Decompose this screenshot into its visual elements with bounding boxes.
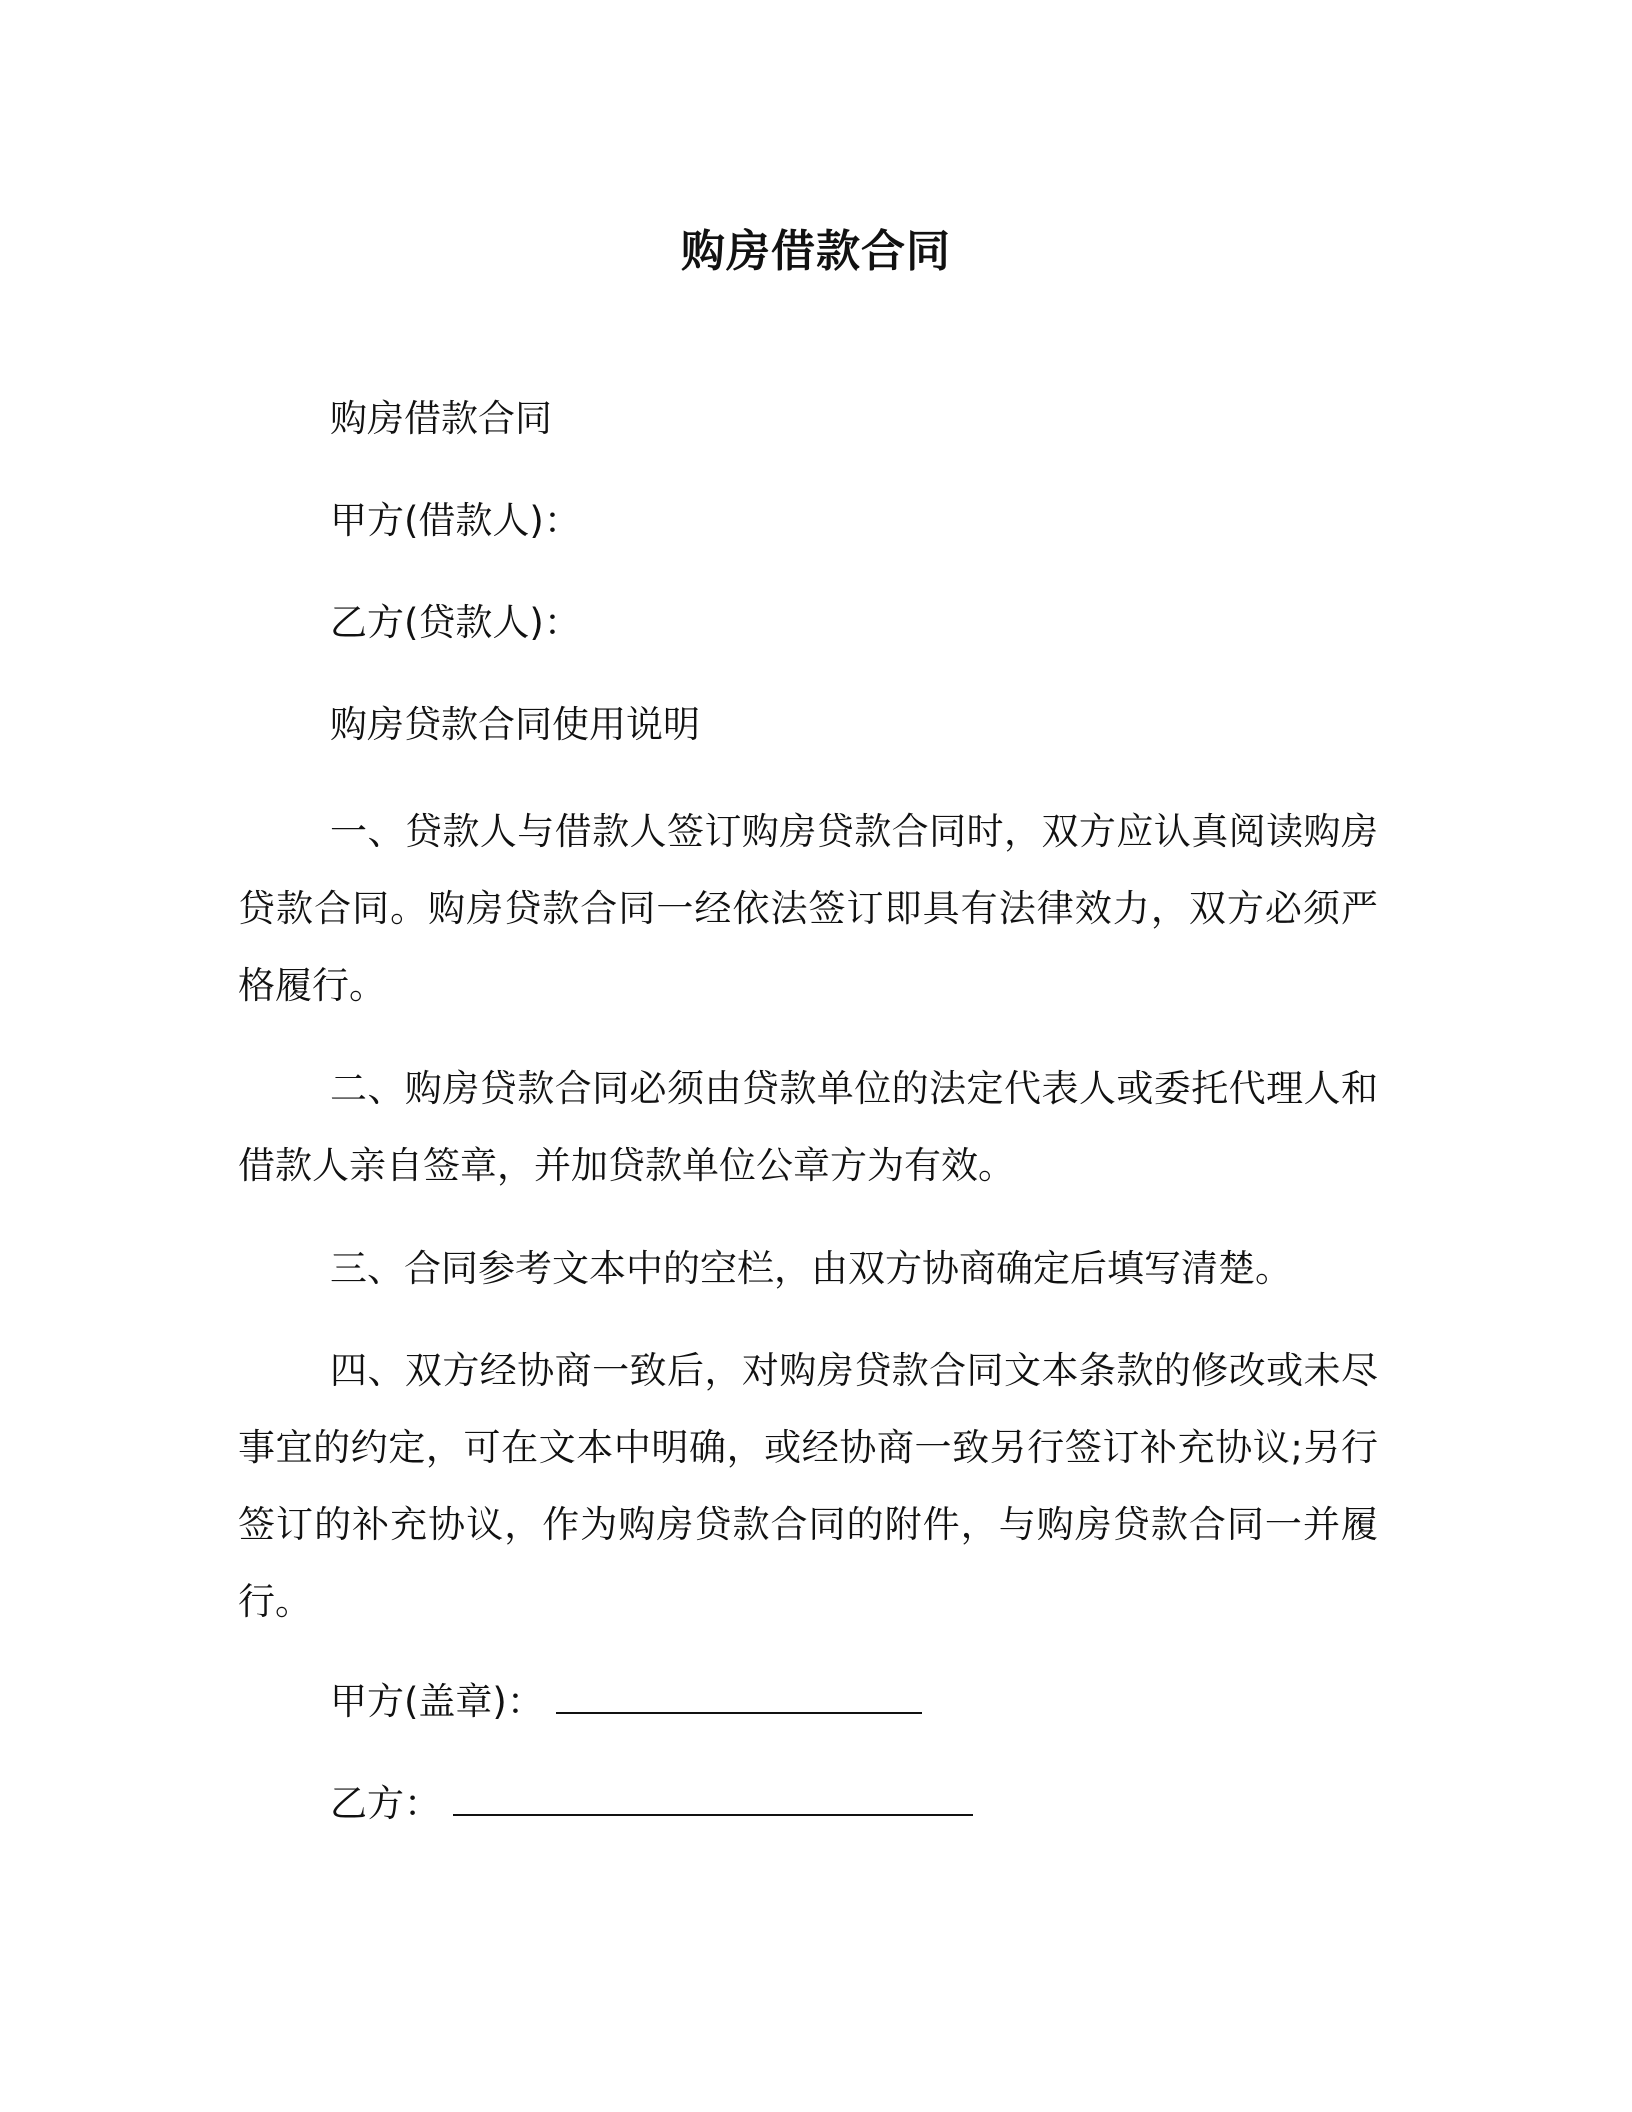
signature-party-a-label: 甲方(盖章)： [330, 1680, 544, 1723]
clause-3: 三、合同参考文本中的空栏，由双方协商确定后填写清楚。 [330, 1247, 1292, 1290]
clause-2: 二、购房贷款合同必须由贷款单位的法定代表人或委托代理人和借款人亲自签章，并加贷款单位公章方为有效。 [238, 1067, 1378, 1187]
signature-party-b-blank[interactable] [453, 1780, 973, 1816]
clause-1: 一、贷款人与借款人签订购房贷款合同时，双方应认真阅读购房贷款合同。购房贷款合同一经依法签订即具有法律效力，双方必须严格履行。 [238, 810, 1378, 1007]
signature-party-b-label: 乙方： [330, 1782, 441, 1825]
signature-party-b [330, 1779, 973, 1829]
signature-party-a [330, 1677, 922, 1727]
party-b-lender: 乙方(贷款人)： [330, 601, 581, 644]
document-subtitle: 购房借款合同 [330, 397, 552, 440]
instructions-heading: 购房贷款合同使用说明 [330, 703, 700, 746]
clause-4: 四、双方经协商一致后，对购房贷款合同文本条款的修改或未尽事宜的约定，可在文本中明确，或经协商一致另行签订补充协议;另行签订的补充协议，作为购房贷款合同的附件，与购房贷款合同一并履行。 [238, 1349, 1378, 1623]
party-a-borrower: 甲方(借款人)： [330, 499, 581, 542]
signature-party-a-blank[interactable] [556, 1678, 922, 1714]
document-title: 购房借款合同 [681, 226, 951, 277]
